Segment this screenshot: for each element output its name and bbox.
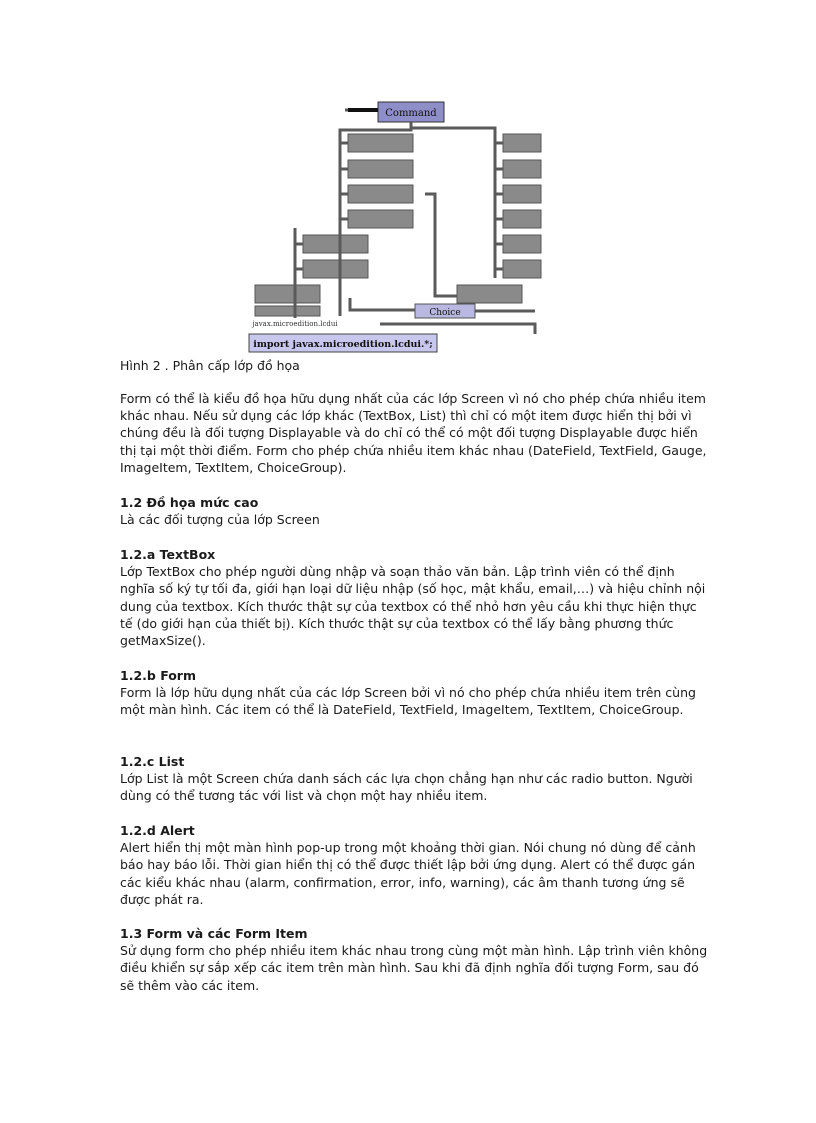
- section-heading: 1.2 Đồ họa mức cao: [120, 495, 259, 510]
- section-alert: [120, 822, 710, 908]
- class-box: [503, 235, 541, 253]
- class-box: [503, 160, 541, 178]
- section-body: Alert hiển thị một màn hình pop-up trong một khoảng thời gian. Nói chung nó dùng để cảnh báo hay báo lỗi. Thời gian hiển thị có thể được thiết lập bởi ứng dụng. Alert có thể được gán các kiểu khác nhau (alarm, confirmation, error, info, warning), các âm thanh tương ứng sẽ được phát ra.: [120, 840, 696, 907]
- section-body: Form là lớp hữu dụng nhất của các lớp Screen bởi vì nó cho phép chứa nhiều item trên cùng một màn hình. Các item có thể là DateField, TextField, ImageItem, TextItem, ChoiceGroup.: [120, 685, 696, 718]
- section-textbox: [120, 546, 710, 649]
- section-form-items: [120, 925, 710, 994]
- class-box: [303, 235, 368, 253]
- section-list: [120, 753, 710, 805]
- class-box: [503, 134, 541, 152]
- intro-text: Form có thể là kiểu đồ họa hữu dụng nhất của các lớp Screen vì nó cho phép chứa nhiều item khác nhau. Nếu sử dụng các lớp khác (TextBox, List) thì chỉ có một item được hiển thị bởi vì chúng đều là đối tượng Displayable và do chỉ có thể có một đối tượng Displayable được hiển thị tại một thời điểm. Form cho phép chứa nhiều item khác nhau (DateField, TextField, Gauge, ImageItem, TextItem, ChoiceGroup).: [120, 391, 707, 475]
- intro-paragraph: [120, 390, 710, 476]
- hierarchy-diagram: [245, 98, 545, 356]
- class-box: [255, 306, 320, 316]
- small-note-label: javax.microedition.lcdui: [252, 320, 338, 328]
- class-box: [348, 210, 413, 228]
- section-heading: 1.2.c List: [120, 754, 185, 769]
- section-heading: 1.2.b Form: [120, 668, 197, 683]
- class-box: [255, 285, 320, 303]
- class-box: [303, 260, 368, 278]
- class-box: [348, 134, 413, 152]
- section-body: Lớp TextBox cho phép người dùng nhập và soạn thảo văn bản. Lập trình viên có thể định nghĩa số ký tự tối đa, giới hạn loại dữ liệu nhập (số học, mật khẩu, email,…) và hiệu chỉnh nội dung của textbox. Kích thước thật sự của textbox có thể nhỏ hơn yêu cầu khi thực hiện thực tế (do giới hạn của thiết bị). Kích thước thật sự của textbox có thể lấy bằng phương thức getMaxSize().: [120, 564, 706, 649]
- class-box: [348, 185, 413, 203]
- class-hierarchy-figure: [245, 98, 545, 356]
- section-form: [120, 667, 710, 719]
- class-box: [503, 260, 541, 278]
- class-box: [503, 210, 541, 228]
- class-box: [457, 285, 522, 303]
- section-body: Lớp List là một Screen chứa danh sách các lựa chọn chẳng hạn như các radio button. Người dùng có thể tương tác với list và chọn một hay nhiều item.: [120, 771, 693, 804]
- command-label: Command: [385, 108, 437, 119]
- section-body: Sử dụng form cho phép nhiều item khác nhau trong cùng một màn hình. Lập trình viên không điều khiển sự sắp xếp các item trên màn hình. Sau khi đã định nghĩa đối tượng Form, sau đó sẽ thêm vào các item.: [120, 943, 708, 993]
- section-body: Là các đối tượng của lớp Screen: [120, 512, 320, 528]
- import-label: import javax.microedition.lcdui.*;: [253, 339, 433, 350]
- section-high-level-graphics: [120, 494, 710, 528]
- choice-label: Choice: [429, 308, 461, 318]
- figure-caption: Hình 2 . Phân cấp lớp đồ họa: [120, 358, 300, 373]
- section-heading: 1.3 Form và các Form Item: [120, 926, 308, 941]
- section-heading: 1.2.a TextBox: [120, 547, 216, 562]
- class-box: [503, 185, 541, 203]
- section-heading: 1.2.d Alert: [120, 823, 195, 838]
- class-box: [348, 160, 413, 178]
